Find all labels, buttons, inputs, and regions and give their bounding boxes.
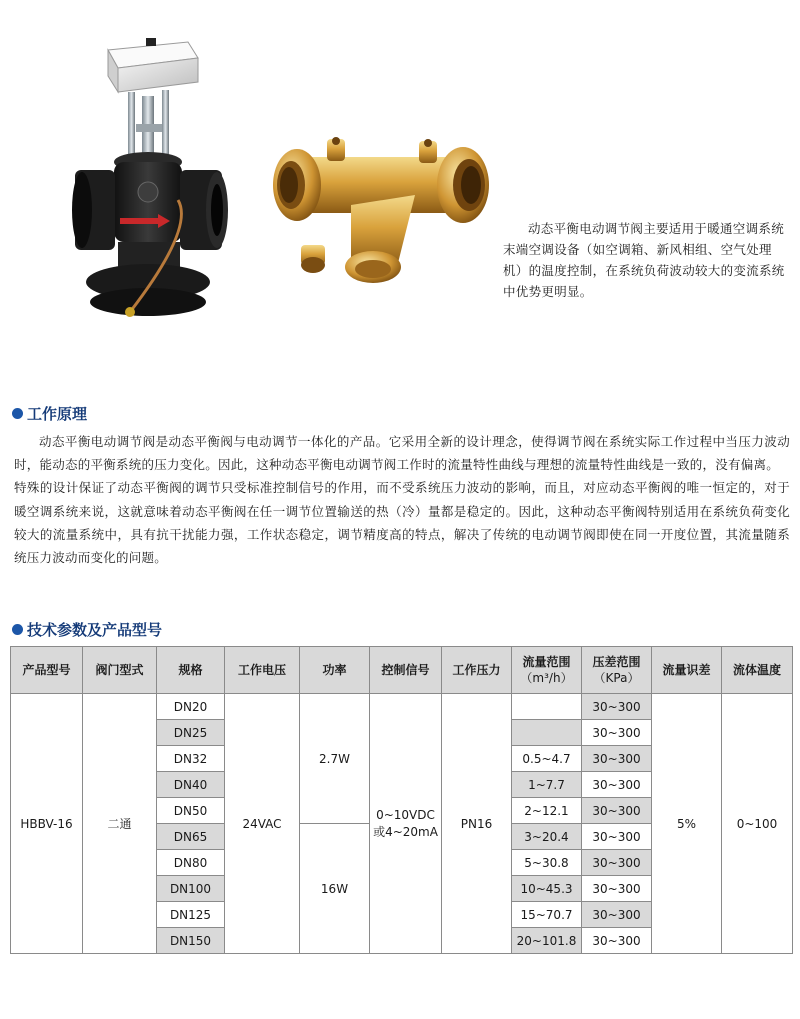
- cell-pressure: PN16: [442, 694, 512, 954]
- cell-spec: DN150: [157, 928, 225, 954]
- cell-model: HBBV-16: [11, 694, 83, 954]
- product-intro: [503, 218, 785, 302]
- cell-flow: 10~45.3: [512, 876, 582, 902]
- cell-power-b: 16W: [300, 824, 370, 954]
- cell-dp: 30~300: [582, 824, 652, 850]
- cell-flow: 5~30.8: [512, 850, 582, 876]
- cell-flow: 1~7.7: [512, 772, 582, 798]
- cell-flow: 15~70.7: [512, 902, 582, 928]
- header-model: 产品型号: [11, 647, 83, 694]
- cell-dp: 30~300: [582, 850, 652, 876]
- header-fluid-temp: 流体温度: [722, 647, 793, 694]
- cell-dp: 30~300: [582, 798, 652, 824]
- header-pressure: 工作压力: [442, 647, 512, 694]
- cell-spec: DN50: [157, 798, 225, 824]
- bullet-dot-icon: [12, 408, 23, 419]
- cell-fluid-temp: 0~100: [722, 694, 793, 954]
- section-title-tech-params: [12, 619, 162, 640]
- header-power: 功率: [300, 647, 370, 694]
- cell-spec: DN125: [157, 902, 225, 928]
- principle-paragraph-1: 动态平衡电动调节阀是动态平衡阀与电动调节一体化的产品。它采用全新的设计理念，使得调节阀在系统实际工作过程中当压力波动时，能动态的平衡系统的压力变化。因此，这种动态平衡电动调节阀工作时的流量特性曲线与理想的流量特性曲线是一致的，没有偏离。: [14, 434, 790, 473]
- intro-text: 动态平衡电动调节阀主要适用于暖通空调系统末端空调设备（如空调箱、新风相组、空气处理机）的温度控制，在系统负荷波动较大的变流系统中优势更明显。: [503, 221, 785, 299]
- cell-flow: [512, 720, 582, 746]
- cell-dp: 30~300: [582, 720, 652, 746]
- cell-valve-type: 二通: [83, 694, 157, 954]
- cell-signal: [370, 694, 442, 954]
- header-spec: 规格: [157, 647, 225, 694]
- cell-flow: 3~20.4: [512, 824, 582, 850]
- header-dp-range: [582, 647, 652, 694]
- cell-spec: DN80: [157, 850, 225, 876]
- cell-flow: 2~12.1: [512, 798, 582, 824]
- working-principle-text: [14, 430, 790, 569]
- cell-signal-line1: 0~10VDC: [376, 807, 435, 822]
- table-header-row: [11, 647, 793, 694]
- header-flow-range-line1: 流量范围: [522, 655, 571, 669]
- cell-flow: [512, 694, 582, 720]
- cell-spec: DN100: [157, 876, 225, 902]
- cell-dp: 30~300: [582, 694, 652, 720]
- section-title-text: 工作原理: [27, 405, 88, 423]
- section-title-working-principle: [12, 403, 87, 424]
- cell-dp: 30~300: [582, 772, 652, 798]
- cell-signal-line2: 或4~20mA: [373, 824, 438, 839]
- header-valve-type: 阀门型式: [83, 647, 157, 694]
- header-dp-range-line2: （KPa）: [593, 671, 640, 685]
- header-flow-range: [512, 647, 582, 694]
- cell-power-a: 2.7W: [300, 694, 370, 824]
- header-flow-error: 流量识差: [652, 647, 722, 694]
- brass-strainer-photo: [265, 135, 495, 295]
- cell-dp: 30~300: [582, 928, 652, 954]
- cell-dp: 30~300: [582, 876, 652, 902]
- header-voltage: 工作电压: [225, 647, 300, 694]
- cell-spec: DN40: [157, 772, 225, 798]
- electric-valve-photo: [70, 20, 235, 330]
- cell-voltage: 24VAC: [225, 694, 300, 954]
- principle-paragraph-2: 特殊的设计保证了动态平衡阀的调节只受标准控制信号的作用，而不受系统压力波动的影响，而且，对应动态平衡阀的唯一恒定的，对于暖空调系统来说，这就意味着动态平衡阀在任一调节位置输送的热（冷）量都是稳定的。因此，这种动态平衡阀特别适用在系统负荷变化较大的流量系统中，具有抗干扰能力强，工作状态稳定，调节精度高的特点，解决了传统的电动调节阀即使在同一开度位置，其流量随系统压力波动而变化的问题。: [14, 480, 790, 566]
- spec-table: [10, 646, 793, 954]
- header-dp-range-line1: 压差范围: [592, 655, 641, 669]
- cell-spec: DN25: [157, 720, 225, 746]
- header-signal: 控制信号: [370, 647, 442, 694]
- cell-spec: DN65: [157, 824, 225, 850]
- header-flow-range-line2: （m³/h）: [520, 671, 573, 685]
- bullet-dot-icon: [12, 624, 23, 635]
- cell-flow-error: 5%: [652, 694, 722, 954]
- cell-flow: 20~101.8: [512, 928, 582, 954]
- table-row: [11, 694, 793, 720]
- cell-spec: DN20: [157, 694, 225, 720]
- cell-dp: 30~300: [582, 902, 652, 928]
- cell-spec: DN32: [157, 746, 225, 772]
- section-title-text: 技术参数及产品型号: [27, 621, 163, 639]
- cell-flow: 0.5~4.7: [512, 746, 582, 772]
- cell-dp: 30~300: [582, 746, 652, 772]
